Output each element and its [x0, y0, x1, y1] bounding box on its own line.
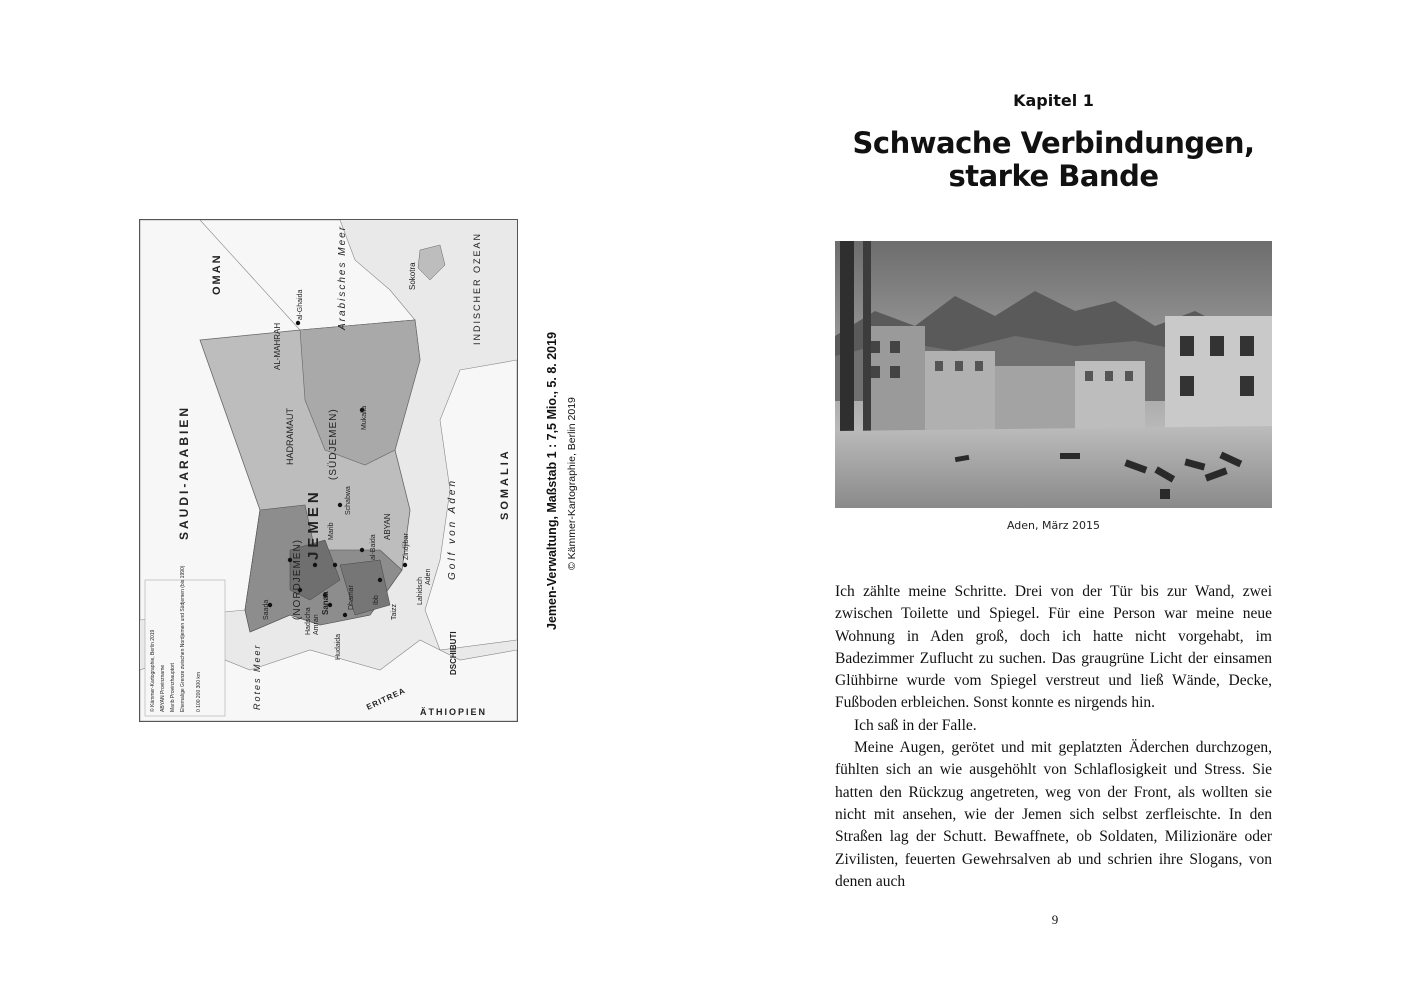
map-caption: [545, 332, 578, 630]
page-number: 9: [1051, 912, 1059, 927]
map-label-abyan: ABYAN: [383, 513, 392, 540]
map-label-zindjibar: Zindjibar: [403, 533, 410, 560]
left-page: [0, 0, 707, 1000]
map-label-al-ghaida: al-Ghaida: [297, 289, 304, 320]
map-label-eritrea: ERITREA: [365, 685, 408, 712]
map-label-hadramaut: HADRAMAUT: [285, 407, 295, 465]
chapter-body-text: [835, 581, 1272, 893]
photo-caption: Aden, März 2015: [1006, 519, 1101, 532]
map-label-nordjemen: (NORDJEMEN): [292, 539, 303, 620]
map-legend-item1: ABYAN Provinzname: [160, 664, 166, 712]
map-legend-copyright: © Kämmer-Kartographie, Berlin 2019: [150, 629, 156, 712]
map-caption-title: Jemen-Verwaltung, Maßstab 1 : 7,5 Mio., 5. 8. 2019: [545, 331, 559, 630]
map-label-hadscha: Hadscha: [305, 607, 312, 635]
map-label-indischer-ozean: INDISCHER OZEAN: [472, 231, 482, 345]
paragraph-2: Ich saß in der Falle.: [854, 716, 977, 734]
map-label-lahidsch: Lahidsch: [417, 576, 424, 605]
map-label-sanaa: Sanaa: [321, 591, 330, 615]
map-label-aethiopien: ÄTHIOPIEN: [420, 707, 488, 717]
map-label-amran: Amran: [313, 614, 320, 635]
chapter-label: Kapitel 1: [1013, 91, 1094, 110]
map-label-jemen: JEMEN: [305, 488, 322, 560]
map-caption-copyright: © Kämmer-Kartographie, Berlin 2019: [566, 397, 578, 570]
map-label-dhamar: Dhamar: [348, 585, 355, 610]
map-label-schabwa: Schabwa: [345, 486, 352, 515]
map-label-marib: Marib: [328, 522, 335, 540]
map-label-somalia: SOMALIA: [499, 448, 511, 520]
map-label-aden: Aden: [425, 568, 432, 585]
aden-photo-graphic: [835, 241, 1272, 508]
chapter-title: [835, 127, 1272, 193]
map-label-saada: Saada: [263, 599, 270, 620]
map-label-saudi: SAUDI-ARABIEN: [177, 405, 191, 540]
map-legend-item2: Marib Provinzhauptort: [170, 663, 176, 712]
map-legend-item3: Ehemalige Grenze zwischen Nordjemen und Südjemen (bis 1990): [180, 565, 186, 712]
map-label-hudaida: Hudaida: [335, 633, 342, 660]
map-label-sokotra: Sokotra: [408, 262, 417, 290]
map-label-arabisches-meer: Arabisches Meer: [337, 224, 348, 330]
map-legend-scale: 0 100 200 300 km: [196, 671, 202, 712]
map-label-mukalla: Mukalla: [361, 405, 368, 430]
map-graphic: [140, 220, 517, 721]
map-label-dschibuti: DSCHIBUTI: [449, 631, 458, 675]
chapter-title-line-1: Schwache Verbindungen,: [852, 126, 1255, 160]
map-label-ibb: Ibb: [373, 595, 380, 605]
map-label-golf-von-aden: Golf von Aden: [447, 477, 458, 580]
map-label-suedjemen: (SÜDJEMEN): [328, 408, 339, 480]
aden-photo: [835, 241, 1272, 508]
chapter-title-line-2: starke Bande: [948, 159, 1159, 193]
map-label-oman: OMAN: [211, 253, 223, 295]
map-label-rotes-meer: Rotes Meer: [252, 643, 262, 710]
paragraph-1: Ich zählte meine Schritte. Drei von der Tür bis zur Wand, zwei zwischen Toilette und Spiegel. Für eine Person war meine neue Wohnung in Aden groß, doch ich hatte nicht vorgehabt, im Badezimmer Zuflucht zu suchen. Das graugrüne Licht der einsamen Glühbirne wurde vom Spiegel verstreut und ließ Wände, Decke, Fußboden erbleichen. Sonst konnte es nirgends hin.: [835, 583, 1272, 712]
map-label-al-baida: al-Baida: [370, 534, 377, 560]
yemen-map: [139, 219, 518, 722]
map-label-taizz: Taizz: [391, 604, 398, 620]
map-label-al-mahrah: AL-MAHRAH: [273, 322, 282, 370]
paragraph-3: Meine Augen, gerötet und mit geplatzten Äderchen durchzogen, fühlten sich an wie ausgehöhlt von Schlaflosigkeit und Stress. Sie hatten den Rückzug angetreten, weg von der Front, als wollten sie nicht mit ansehen, wie der Jemen sich selbst zerfleischte. In den Straßen lag der Schutt. Bewaffnete, ob Soldaten, Milizionäre oder Zivilisten, feuerten Gewehrsalven ab und schrien ihre Slogans, von denen auch: [835, 739, 1272, 890]
